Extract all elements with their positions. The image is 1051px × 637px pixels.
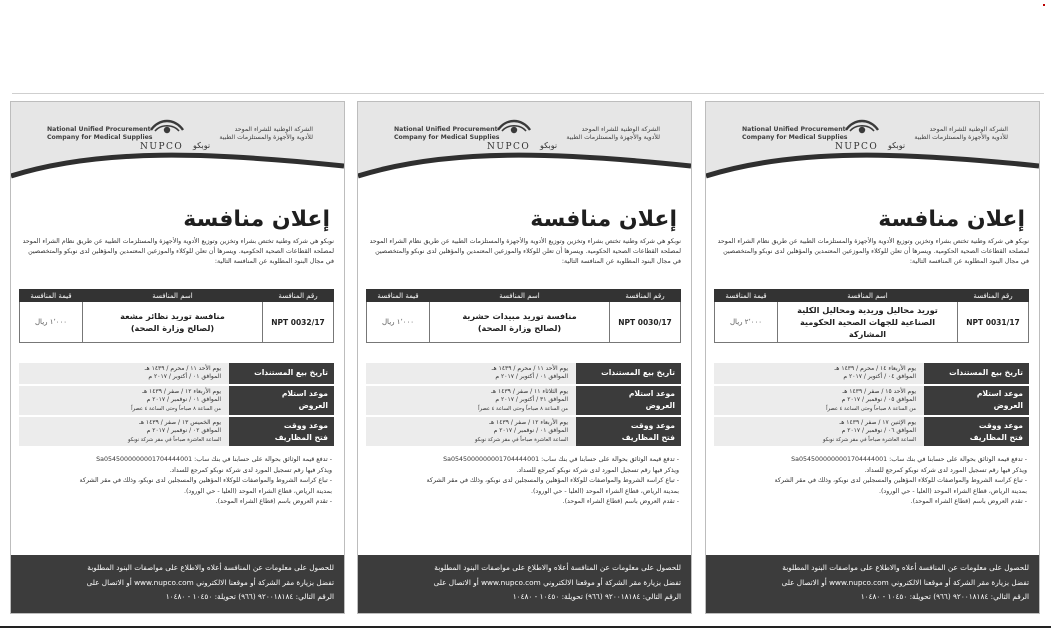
date-line: الموافق ٠٢ / نوفمبر / ٢٠١٧ م (146, 427, 221, 435)
date-label (229, 417, 334, 446)
date-label (924, 386, 1029, 415)
header-tender-value: قيمة المنافسة (367, 290, 430, 302)
logo-brand-ar: نوبكو (193, 141, 211, 150)
date-label-line: فتح المظاريف (274, 432, 328, 442)
eye-emblem-icon (149, 116, 185, 140)
note-line: بمدينة الرياض، قطاع الشراء الموحد (العليا - حي الورود). (183, 487, 332, 495)
payment-notes (21, 455, 332, 513)
top-rule (12, 93, 1044, 94)
date-label-line: موعد ووقت (283, 420, 328, 430)
tender-value: ١٬٠٠٠ ريال (367, 302, 430, 343)
corner-mark (1043, 4, 1045, 6)
dates-table (714, 361, 1029, 448)
nupco-logo (742, 114, 1012, 156)
logo-arabic-name: الشركة الوطنية للشراء الموحد للأدوية والأجهزة والمستلزمات الطبية (219, 126, 313, 141)
tender-number: NPT 0030/17 (610, 302, 681, 343)
date-line: الموافق ٠١ / نوفمبر / ٢٠١٧ م (146, 396, 221, 404)
dates-table (19, 361, 334, 448)
tender-announcement (357, 101, 692, 614)
note-line: - تباع كراسة الشروط والمواصفات للوكلاء المؤهلين والمسجلين لدى نوبكو، وذلك في مقر الشركة (774, 477, 1027, 485)
date-line: من الساعة ٨ صباحاً وحتى الساعة ٤ عصراً (478, 405, 568, 412)
note-line: - تدفع قيمة الوثائق بحوالة على حسابنا في بنك ساب: Sa0545000000001704444001 (443, 456, 679, 464)
note-line: ويذكر فيها رقم تسجيل المورد لدى شركة نوبكو كمرجع للسداد. (516, 466, 679, 474)
date-value (19, 363, 229, 384)
date-row (19, 386, 334, 415)
tender-name: توريد محاليل وريدية ومحاليل الكلية الصناعية للجهات الصحية الحكومية المشاركة (778, 302, 958, 343)
date-line: الموافق ٠٤ / أكتوبر / ٢٠١٧ م (843, 373, 916, 381)
footer-line: تفضل بزيارة مقر الشركة أو موقعنا الالكتروني www.nupco.com أو الاتصال على (781, 577, 1029, 587)
tender-table (714, 289, 1029, 343)
tender-value: ٢٬٠٠٠ ريال (715, 302, 778, 343)
date-label (576, 417, 681, 446)
footer-line: للحصول على معلومات عن المنافسة أعلاه والاطلاع على مواصفات البنود المطلوبة (782, 563, 1029, 572)
logo-arabic-name: الشركة الوطنية للشراء الموحد للأدوية والأجهزة والمستلزمات الطبية (566, 126, 660, 141)
date-label (229, 386, 334, 415)
logo-brand-ar: نوبكو (540, 141, 558, 150)
tender-table (366, 289, 681, 343)
date-value (19, 417, 229, 446)
date-line: الموافق ٣١ / أكتوبر / ٢٠١٧ م (495, 396, 568, 404)
note-line: - تقدم العروض باسم (قطاع الشراء الموحد). (215, 498, 332, 506)
date-value (366, 386, 576, 415)
contact-footer (11, 555, 344, 613)
header-tender-value: قيمة المنافسة (715, 290, 778, 302)
eye-emblem-icon (844, 116, 880, 140)
date-label-line: تاريخ بيع المستندات (254, 368, 328, 378)
logo-english-name: National Unified Procurement Company for Medical Supplies (47, 126, 153, 141)
tender-number: NPT 0032/17 (263, 302, 334, 343)
date-line: الساعة العاشرة صباحاً في مقر شركة نوبكو (822, 436, 916, 443)
header-tender-name: اسم المنافسة (83, 290, 263, 302)
intro-paragraph: نوبكو هي شركة وطنية تختص بشراء وتخزين وتوزيع الأدوية والأجهزة والمستلزمات الطبية عن طريق نظام الشراء الموحد لمصلحة القطاعات الصحية الحكومية. ويسرها أن تعلن للوكلاء والموزعين المعتمدين والمؤهلين لدى نوبكو والمتخصصين في مجال البنود المطلوبة عن المنافسة التالية: (22, 238, 334, 266)
bottom-rule (0, 626, 1051, 628)
footer-line: للحصول على معلومات عن المنافسة أعلاه والاطلاع على مواصفات البنود المطلوبة (434, 563, 681, 572)
date-label-line: تاريخ بيع المستندات (949, 368, 1023, 378)
nupco-logo (394, 114, 664, 156)
date-value (366, 417, 576, 446)
logo-arabic-name: الشركة الوطنية للشراء الموحد للأدوية والأجهزة والمستلزمات الطبية (914, 126, 1008, 141)
date-label-line: العروض (298, 401, 328, 411)
date-row (714, 417, 1029, 446)
date-row (19, 363, 334, 384)
logo-english-name: National Unified Procurement Company for Medical Supplies (742, 126, 848, 141)
date-label-line: موعد استلام (281, 389, 328, 399)
date-value (366, 363, 576, 384)
date-line: من الساعة ٨ صباحاً وحتى الساعة ٤ عصراً (826, 405, 916, 412)
date-line: يوم الأحد ١١ / محرم / ١٤٣٩ هـ (491, 365, 568, 372)
intro-paragraph: نوبكو هي شركة وطنية تختص بشراء وتخزين وتوزيع الأدوية والأجهزة والمستلزمات الطبية عن طريق نظام الشراء الموحد لمصلحة القطاعات الصحية الحكومية. ويسرها أن تعلن للوكلاء والموزعين المعتمدين والمؤهلين لدى نوبكو والمتخصصين في مجال البنود المطلوبة عن المنافسة التالية: (717, 238, 1029, 266)
date-line: يوم الأربعاء ١٢ / صفر / ١٤٣٩ هـ (489, 419, 568, 427)
footer-line: تفضل بزيارة مقر الشركة أو موقعنا الالكتروني www.nupco.com أو الاتصال على (86, 577, 334, 587)
dates-table (366, 361, 681, 448)
date-line: الساعة العاشرة صباحاً في مقر شركة نوبكو (127, 436, 221, 443)
date-label (924, 363, 1029, 384)
header-band (358, 102, 691, 184)
nupco-logo (47, 114, 317, 156)
note-line: بمدينة الرياض، قطاع الشراء الموحد (العليا - حي الورود). (878, 487, 1027, 495)
date-value (714, 363, 924, 384)
footer-line: تفضل بزيارة مقر الشركة أو موقعنا الالكتروني www.nupco.com أو الاتصال على (433, 577, 681, 587)
note-line: - تدفع قيمة الوثائق بحوالة على حسابنا في بنك ساب: Sa0545000000001704444001 (791, 456, 1027, 464)
note-line: - تباع كراسة الشروط والمواصفات للوكلاء المؤهلين والمسجلين لدى نوبكو، وذلك في مقر الشركة (426, 477, 679, 485)
date-label-line: فتح المظاريف (969, 432, 1023, 442)
date-label (576, 363, 681, 384)
date-row (714, 363, 1029, 384)
date-line: الموافق ٠١ / أكتوبر / ٢٠١٧ م (495, 373, 568, 381)
tender-name: منافسة توريد مبيدات حشرية (لصالح وزارة الصحة) (430, 302, 610, 343)
date-label-line: فتح المظاريف (621, 432, 675, 442)
logo-brand-en: NUPCO (835, 142, 879, 152)
date-line: يوم الإثنين ١٧ / صفر / ١٤٣٩ هـ (839, 419, 916, 427)
date-label (576, 386, 681, 415)
header-tender-name: اسم المنافسة (430, 290, 610, 302)
logo-brand-ar: نوبكو (888, 141, 906, 150)
date-line: يوم الأحد ١١ / محرم / ١٤٣٩ هـ (144, 365, 221, 372)
note-line: - تدفع قيمة الوثائق بحوالة على حسابنا في بنك ساب: Sa0545000000001704444001 (96, 456, 332, 464)
date-value (19, 386, 229, 415)
eye-emblem-icon (496, 116, 532, 140)
date-line: يوم الأربعاء ١٢ / صفر / ١٤٣٩ هـ (142, 387, 221, 395)
note-line: - تقدم العروض باسم (قطاع الشراء الموحد). (562, 498, 679, 506)
date-line: الموافق ٠٦ / نوفمبر / ٢٠١٧ م (841, 427, 916, 435)
note-line: بمدينة الرياض، قطاع الشراء الموحد (العليا - حي الورود). (530, 487, 679, 495)
announcement-title: إعلان منافسة (878, 207, 1025, 232)
date-line: يوم الأحد ١٥ / صفر / ١٤٣٩ هـ (842, 387, 916, 395)
date-label-line: موعد ووقت (978, 420, 1023, 430)
date-label-line: موعد استلام (976, 389, 1023, 399)
header-band (706, 102, 1039, 184)
intro-paragraph: نوبكو هي شركة وطنية تختص بشراء وتخزين وتوزيع الأدوية والأجهزة والمستلزمات الطبية عن طريق نظام الشراء الموحد لمصلحة القطاعات الصحية الحكومية. ويسرها أن تعلن للوكلاء والموزعين المعتمدين والمؤهلين لدى نوبكو والمتخصصين في مجال البنود المطلوبة عن المنافسة التالية: (369, 238, 681, 266)
date-line: من الساعة ٨ صباحاً وحتى الساعة ٤ عصراً (131, 405, 221, 412)
note-line: ويذكر فيها رقم تسجيل المورد لدى شركة نوبكو كمرجع للسداد. (864, 466, 1027, 474)
header-tender-name: اسم المنافسة (778, 290, 958, 302)
date-line: يوم الخميس ١٣ / صفر / ١٤٣٩ هـ (139, 419, 221, 427)
announcement-title: إعلان منافسة (183, 207, 330, 232)
date-label-line: العروض (645, 401, 675, 411)
header-tender-number: رقم المنافسة (610, 290, 681, 302)
note-line: ويذكر فيها رقم تسجيل المورد لدى شركة نوبكو كمرجع للسداد. (169, 466, 332, 474)
logo-brand-en: NUPCO (140, 142, 184, 152)
date-row (714, 386, 1029, 415)
date-label (229, 363, 334, 384)
tender-value: ١٬٠٠٠ ريال (20, 302, 83, 343)
tender-announcement (705, 101, 1040, 614)
date-label-line: العروض (993, 401, 1023, 411)
footer-line: الرقم التالي: ٩٢٠٠١٨١٨٤ (٩٦٦) تحويلة: ١٠٤٥٠ - ١٠٤٨٠ (165, 592, 334, 601)
footer-line: للحصول على معلومات عن المنافسة أعلاه والاطلاع على مواصفات البنود المطلوبة (87, 563, 334, 572)
note-line: - تقدم العروض باسم (قطاع الشراء الموحد). (910, 498, 1027, 506)
header-band (11, 102, 344, 184)
date-line: يوم الثلاثاء ١١ / صفر / ١٤٣٩ هـ (491, 387, 568, 395)
date-row (366, 386, 681, 415)
contact-footer (358, 555, 691, 613)
date-label-line: موعد استلام (628, 389, 675, 399)
date-row (19, 417, 334, 446)
date-line: يوم الأربعاء ١٤ / محرم / ١٤٣٩ هـ (834, 365, 916, 372)
note-line: - تباع كراسة الشروط والمواصفات للوكلاء المؤهلين والمسجلين لدى نوبكو، وذلك في مقر الشركة (79, 477, 332, 485)
tender-name: منافسة توريد نظائر مشعة (لصالح وزارة الصحة) (83, 302, 263, 343)
date-line: الموافق ٠٥ / نوفمبر / ٢٠١٧ م (841, 396, 916, 404)
date-value (714, 417, 924, 446)
date-value (714, 386, 924, 415)
tender-announcement (10, 101, 345, 614)
header-tender-number: رقم المنافسة (958, 290, 1029, 302)
date-label (924, 417, 1029, 446)
date-row (366, 363, 681, 384)
header-tender-number: رقم المنافسة (263, 290, 334, 302)
announcement-title: إعلان منافسة (530, 207, 677, 232)
logo-brand-en: NUPCO (487, 142, 531, 152)
tender-number: NPT 0031/17 (958, 302, 1029, 343)
logo-english-name: National Unified Procurement Company for Medical Supplies (394, 126, 500, 141)
date-line: الموافق ٠١ / نوفمبر / ٢٠١٧ م (493, 427, 568, 435)
date-line: الموافق ٠١ / أكتوبر / ٢٠١٧ م (148, 373, 221, 381)
date-row (366, 417, 681, 446)
date-label-line: تاريخ بيع المستندات (601, 368, 675, 378)
date-line: الساعة العاشرة صباحاً في مقر شركة نوبكو (474, 436, 568, 443)
contact-footer (706, 555, 1039, 613)
payment-notes (716, 455, 1027, 513)
payment-notes (368, 455, 679, 513)
date-label-line: موعد ووقت (630, 420, 675, 430)
header-tender-value: قيمة المنافسة (20, 290, 83, 302)
footer-line: الرقم التالي: ٩٢٠٠١٨١٨٤ (٩٦٦) تحويلة: ١٠٤٥٠ - ١٠٤٨٠ (512, 592, 681, 601)
footer-line: الرقم التالي: ٩٢٠٠١٨١٨٤ (٩٦٦) تحويلة: ١٠٤٥٠ - ١٠٤٨٠ (860, 592, 1029, 601)
tender-table (19, 289, 334, 343)
